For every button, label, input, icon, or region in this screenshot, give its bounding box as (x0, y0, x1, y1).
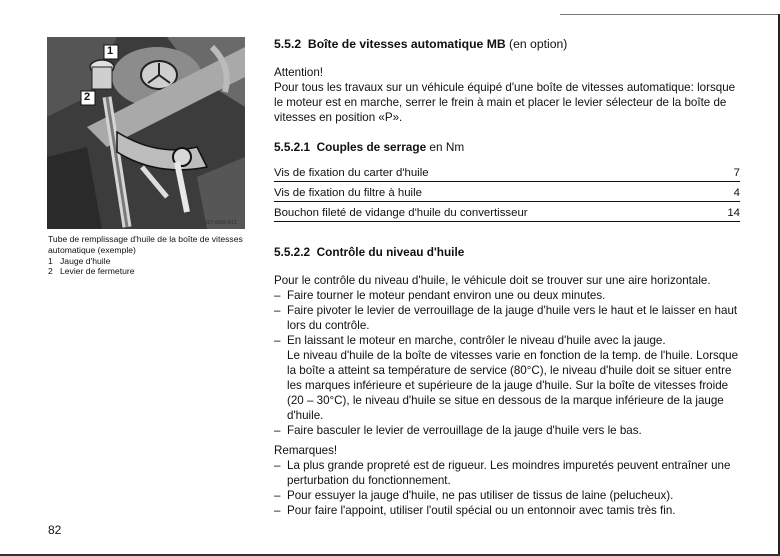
section-heading (274, 37, 740, 52)
remarks-list (274, 458, 740, 518)
step-text: En laissant le moteur en marche, contrôler le niveau d'huile avec la jauge. (287, 334, 666, 347)
subsection-number: 5.5.2.2 (274, 245, 311, 259)
caption-text: Tube de remplissage d'huile de la boîte de vitesses automatique (exemple) (48, 234, 243, 255)
list-item: – La plus grande propreté est de rigueur. Les moindres impuretés peuvent entraîner une perturbation du fonctionnement. (274, 458, 740, 488)
table-row (274, 184, 740, 202)
section-number: 5.5.2 (274, 37, 302, 51)
section-5-5-2 (274, 37, 740, 125)
figure-label-1: 1 (107, 45, 114, 57)
figure-caption (48, 234, 248, 277)
figure-label-2: 2 (84, 91, 91, 103)
caption-item (48, 266, 248, 277)
subsection-number: 5.5.2.1 (274, 140, 311, 154)
section-5-5-2-2 (274, 245, 740, 518)
list-item: – Faire tourner le moteur pendant environ une ou deux minutes. (274, 288, 740, 303)
remarks-label: Remarques! (274, 444, 338, 457)
torque-value: 4 (733, 187, 740, 199)
caption-item-text: Levier de fermeture (60, 266, 135, 277)
step-detail: Le niveau d'huile de la boîte de vitesses varie en fonction de la temp. de l'huile. Lorsque la boîte a atteint sa température de service (80°C), le niveau d'huile doit se situer entre les marques inférieure et supérieure de la jauge d'huile. Sur la boîte de vitesses froide (20 – 30°C), le niveau d'huile se situe en dessous de la marque inférieure de la jauge d'huile. (287, 349, 739, 422)
subsection-title: Couples de serrage (316, 140, 427, 154)
figure-code: N27-0009-B13 (204, 220, 237, 226)
engine-photo (47, 37, 245, 229)
torque-value: 7 (733, 167, 740, 179)
intro-text: Pour le contrôle du niveau d'huile, le véhicule doit se trouver sur une aire horizontale. (274, 274, 711, 287)
list-item: – Faire pivoter le levier de verrouillage de la jauge d'huile vers le haut et le laisser en haut lors du contrôle. (274, 303, 740, 333)
torque-label: Bouchon fileté de vidange d'huile du convertisseur (274, 207, 528, 219)
section-title: Boîte de vitesses automatique MB (307, 37, 506, 51)
list-item: – Pour essuyer la jauge d'huile, ne pas utiliser de tissus de laine (pelucheux). (274, 488, 740, 503)
torque-label: Vis de fixation du filtre à huile (274, 187, 422, 199)
list-item (274, 333, 740, 423)
torque-table (274, 164, 740, 222)
list-item: – Pour faire l'appoint, utiliser l'outil spécial ou un entonnoir avec tamis très fin. (274, 503, 740, 518)
table-row (274, 204, 740, 222)
page-number: 82 (48, 523, 62, 537)
attention-text: Pour tous les travaux sur un véhicule équipé d'une boîte de vitesses automatique: lorsque le moteur est en marche, serrer le frein à main et placer le levier sélecteur de la boîte de vitesses en position «P». (274, 81, 736, 124)
subsection-heading (274, 245, 740, 260)
attention-label: Attention! (274, 66, 323, 79)
torque-label: Vis de fixation du carter d'huile (274, 167, 429, 179)
list-item: – Faire basculer le levier de verrouillage de la jauge d'huile vers le bas. (274, 423, 740, 438)
caption-item-text: Jauge d'huile (60, 255, 111, 266)
subsection-title: Contrôle du niveau d'huile (316, 245, 465, 259)
subsection-heading (274, 140, 740, 155)
table-row (274, 164, 740, 182)
torque-value: 14 (727, 207, 740, 219)
caption-item (48, 256, 248, 267)
page-edge-top (560, 0, 780, 15)
caption-item-number: 1 (48, 255, 53, 266)
section-suffix: (en option) (509, 37, 568, 51)
steps-list (274, 288, 740, 438)
subsection-suffix: en Nm (429, 140, 465, 154)
caption-item-number: 2 (48, 266, 53, 277)
section-5-5-2-1-heading (274, 140, 740, 155)
